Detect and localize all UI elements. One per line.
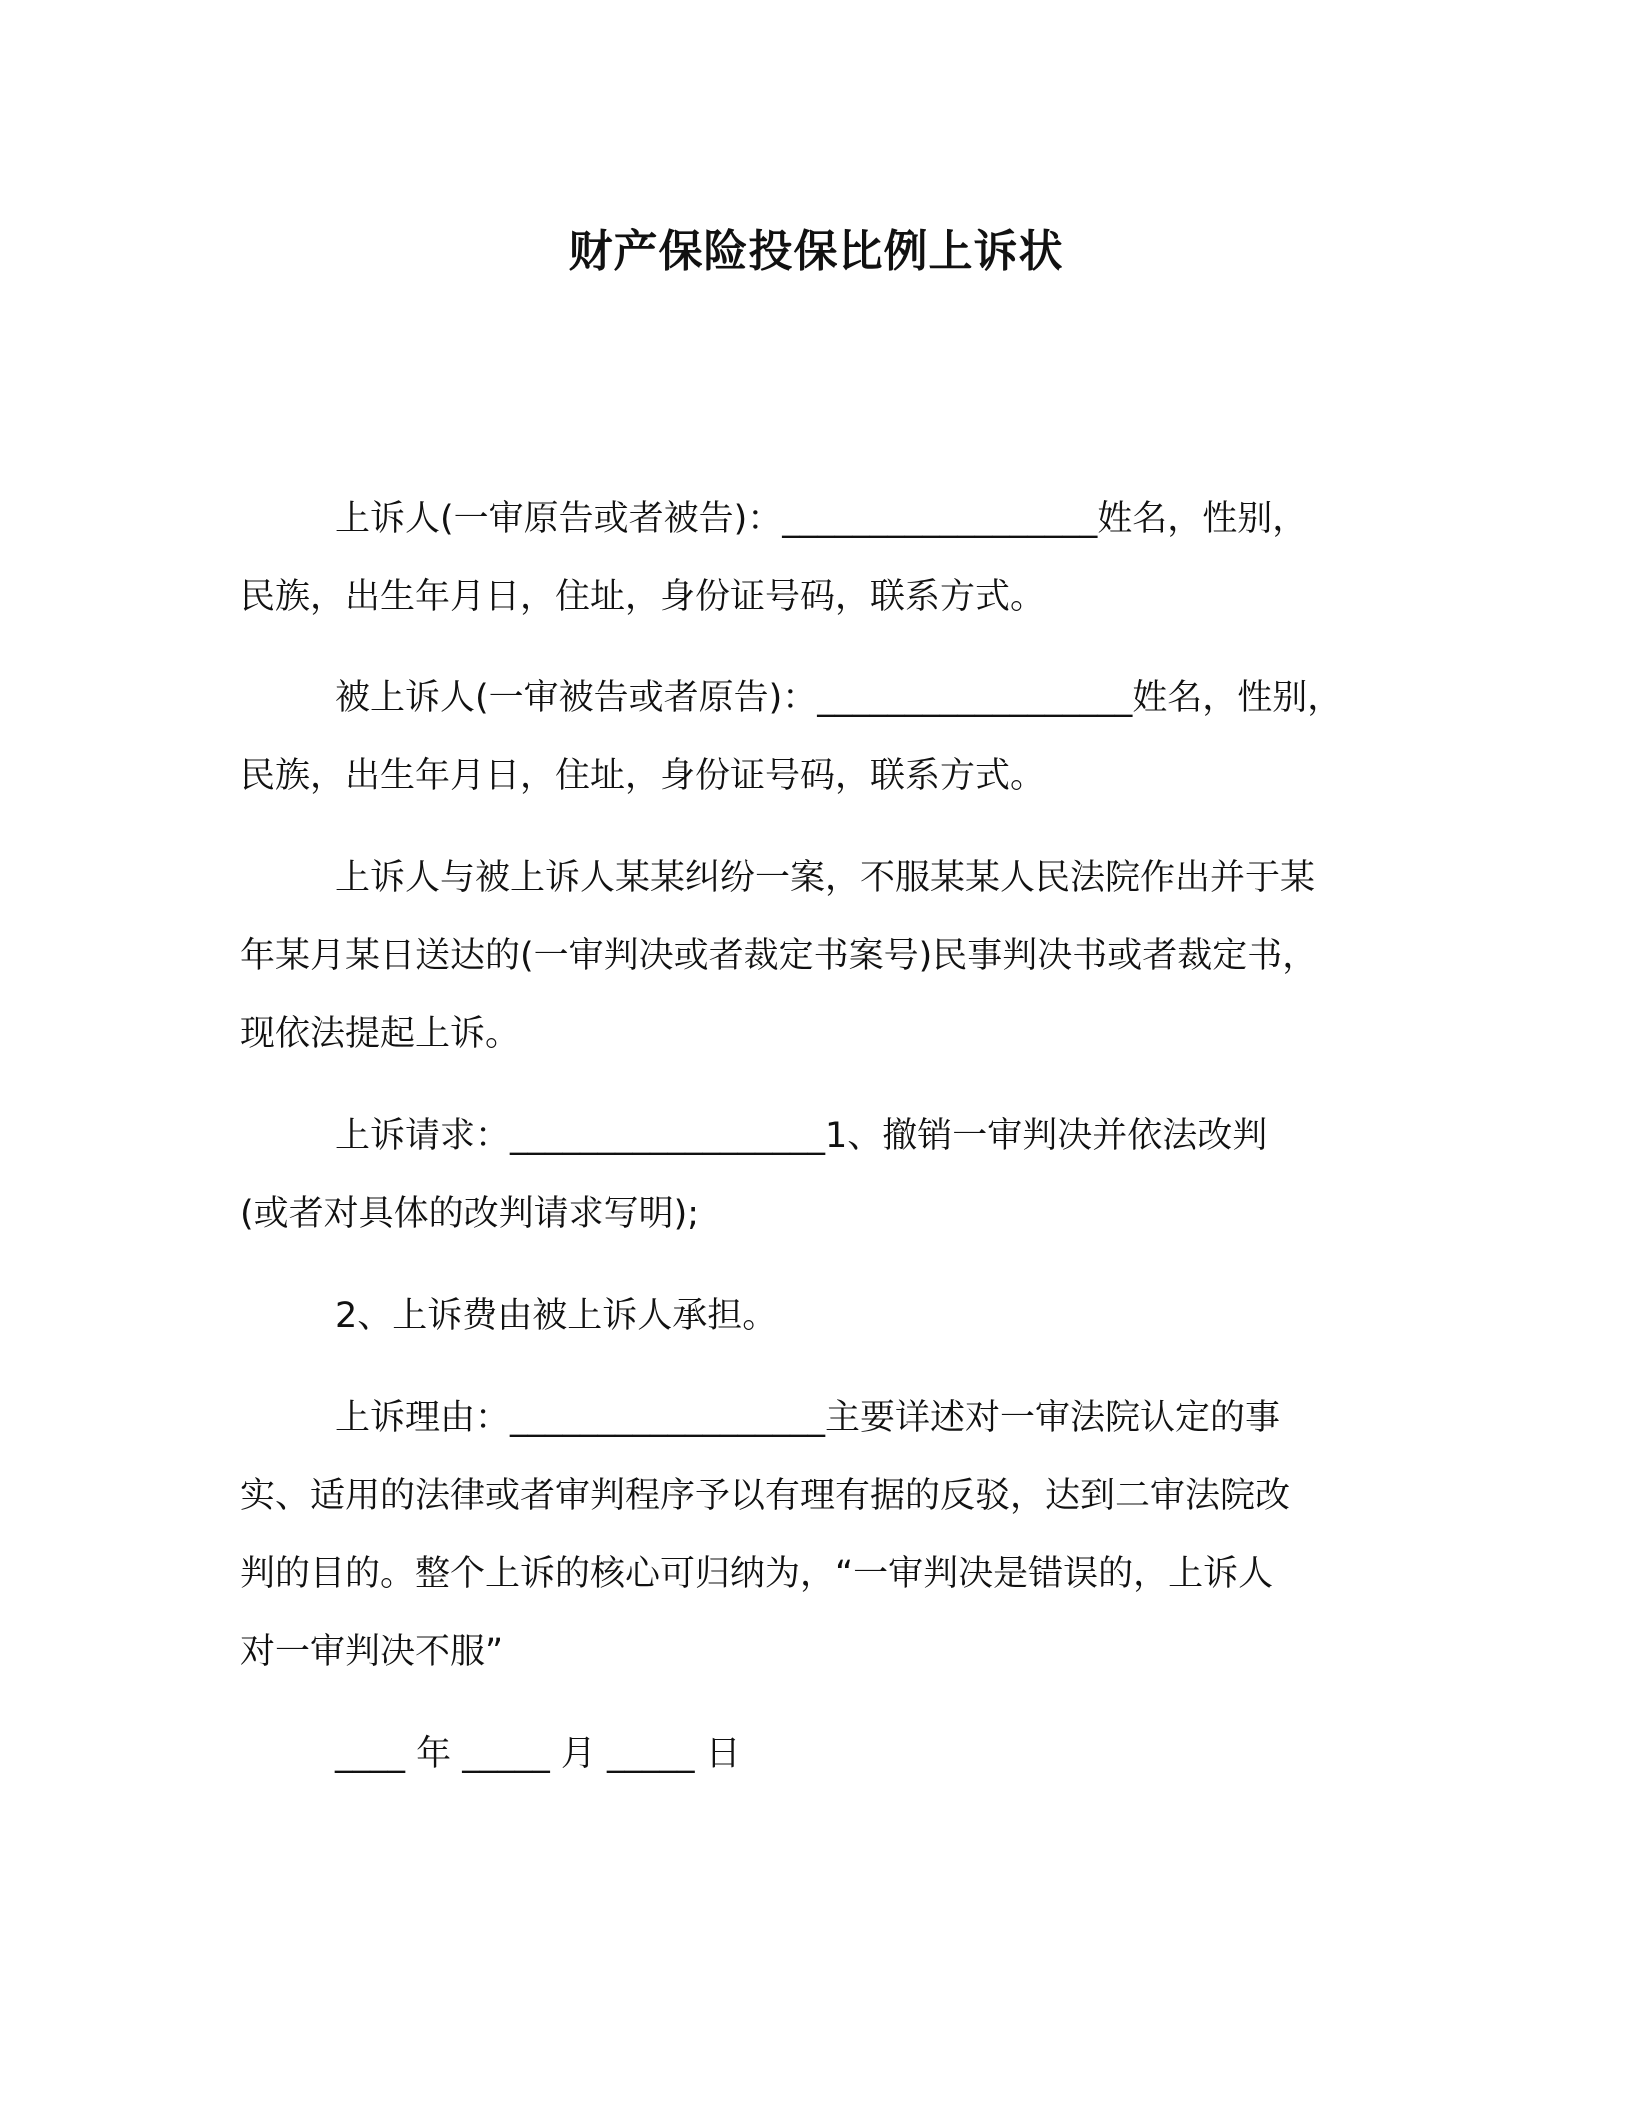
date-line: ____ 年 _____ 月 _____ 日 [335, 1734, 741, 1774]
appellant-line-2: 民族，出生年月日，住址，身份证号码，联系方式。 [240, 577, 1046, 617]
case-statement-line-1: 上诉人与被上诉人某某纠纷一案，不服某某人民法院作出并于某 [335, 858, 1316, 898]
appeal-request-line-2: (或者对具体的改判请求写明); [240, 1194, 700, 1234]
appeal-reason-line-2: 实、适用的法律或者审判程序予以有理有据的反驳，达到二审法院改 [240, 1476, 1291, 1516]
appeal-request-line-1: 上诉请求：__________________1、撤销一审判决并依法改判 [335, 1116, 1268, 1156]
case-statement-line-2: 年某月某日送达的(一审判决或者裁定书案号)民事判决书或者裁定书， [240, 936, 1318, 976]
appellee-line-1: 被上诉人(一审被告或者原告)：__________________姓名，性别， [335, 678, 1343, 718]
case-statement-line-3: 现依法提起上诉。 [240, 1014, 521, 1054]
document-title: 财产保险投保比例上诉状 [568, 226, 1064, 277]
appeal-reason-line-3: 判的目的。整个上诉的核心可归纳为，“一审判决是错误的，上诉人 [240, 1554, 1274, 1594]
appellant-line-1: 上诉人(一审原告或者被告)：__________________姓名，性别， [335, 499, 1308, 539]
appeal-request-item-2: 2、上诉费由被上诉人承担。 [335, 1296, 778, 1336]
appeal-reason-line-4: 对一审判决不服” [240, 1632, 504, 1672]
appeal-reason-line-1: 上诉理由：__________________主要详述对一审法院认定的事 [335, 1398, 1281, 1438]
appellee-line-2: 民族，出生年月日，住址，身份证号码，联系方式。 [240, 756, 1046, 796]
